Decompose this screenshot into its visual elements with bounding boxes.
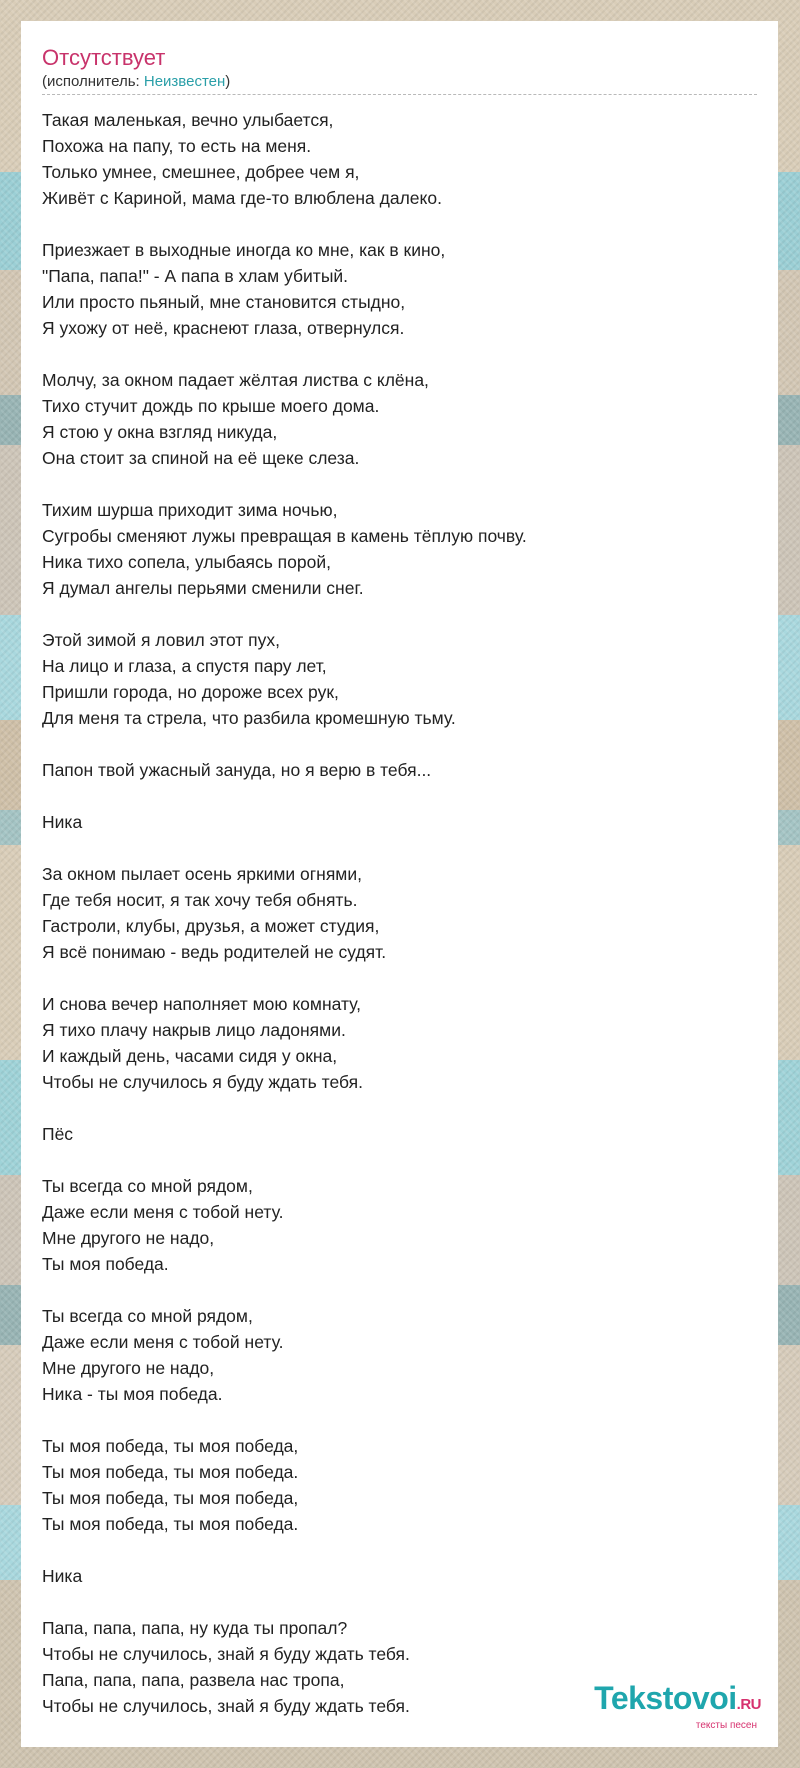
stanza-break — [42, 731, 757, 757]
stanza-break — [42, 341, 757, 367]
stanza-break — [42, 1277, 757, 1303]
lyric-line: Я думал ангелы перьями сменили снег. — [42, 578, 364, 598]
artist-link[interactable]: Неизвестен — [143, 73, 226, 90]
lyric-line: Ты моя победа, ты моя победа, — [42, 1488, 299, 1508]
lyric-line: Мне другого не надо, — [42, 1358, 215, 1378]
stanza-break — [42, 471, 757, 497]
lyric-line: Ты моя победа. — [42, 1254, 169, 1274]
lyric-line: Ника - ты моя победа. — [42, 1384, 223, 1404]
site-logo[interactable] — [594, 1682, 761, 1731]
stanza-break — [42, 965, 757, 991]
lyric-line: Я стою у окна взгляд никуда, — [42, 422, 278, 442]
lyric-line: Ника — [42, 1566, 83, 1586]
song-title: Отсутствует — [42, 45, 166, 70]
lyric-line: Она стоит за спиной на её щеке слеза. — [42, 448, 360, 468]
lyric-line: Гастроли, клубы, друзья, а может студия, — [42, 916, 380, 936]
lyric-line: Живёт с Кариной, мама где-то влюблена далеко. — [42, 188, 442, 208]
stanza-break — [42, 1407, 757, 1433]
lyric-line: Пришли города, но дороже всех рук, — [42, 682, 339, 702]
lyric-line: Даже если меня с тобой нету. — [42, 1332, 284, 1352]
lyric-line: Я ухожу от неё, краснеют глаза, отвернулся. — [42, 318, 405, 338]
stanza-break — [42, 1147, 757, 1173]
lyrics-card — [21, 21, 778, 1747]
lyric-line: Где тебя носит, я так хочу тебя обнять. — [42, 890, 358, 910]
lyric-line: Такая маленькая, вечно улыбается, — [42, 110, 334, 130]
stanza-break — [42, 1537, 757, 1563]
logo-tagline: тексты песен — [695, 1720, 757, 1731]
lyric-line: Я всё понимаю - ведь родителей не судят. — [42, 942, 387, 962]
lyric-line: Похожа на папу, то есть на меня. — [42, 136, 312, 156]
lyric-line: Пёс — [42, 1124, 74, 1144]
lyric-line: Ника — [42, 812, 83, 832]
lyric-line: Ты всегда со мной рядом, — [42, 1176, 253, 1196]
stanza-break — [42, 601, 757, 627]
stanza-break — [42, 783, 757, 809]
lyric-line: Ты всегда со мной рядом, — [42, 1306, 253, 1326]
lyric-line: Чтобы не случилось я буду ждать тебя. — [42, 1072, 363, 1092]
lyric-line: Или просто пьяный, мне становится стыдно, — [42, 292, 406, 312]
lyric-line: И снова вечер наполняет мою комнату, — [42, 994, 362, 1014]
lyric-line: "Папа, папа!" - А папа в хлам убитый. — [42, 266, 349, 286]
lyric-line: Папа, папа, папа, развела нас тропа, — [42, 1670, 345, 1690]
stanza-break — [42, 1095, 757, 1121]
logo-tld: .RU — [736, 1696, 761, 1713]
lyric-line: Тихим шурша приходит зима ночью, — [42, 500, 338, 520]
lyric-line: Сугробы сменяют лужы превращая в камень тёплую почву. — [42, 526, 527, 546]
lyric-line: Мне другого не надо, — [42, 1228, 215, 1248]
logo-name: Tekstovoi — [594, 1680, 737, 1716]
lyric-line: Для меня та стрела, что разбила кромешную тьму. — [42, 708, 456, 728]
artist-prefix: (исполнитель: — [42, 73, 144, 90]
artist-suffix: ) — [225, 73, 231, 90]
lyric-line: Чтобы не случилось, знай я буду ждать тебя. — [42, 1696, 410, 1716]
lyrics-text — [42, 107, 757, 1719]
lyric-line: Этой зимой я ловил этот пух, — [42, 630, 281, 650]
stanza-break — [42, 211, 757, 237]
lyric-line: И каждый день, часами сидя у окна, — [42, 1046, 338, 1066]
lyric-line: Приезжает в выходные иногда ко мне, как в кино, — [42, 240, 446, 260]
lyric-line: Папон твой ужасный зануда, но я верю в тебя... — [42, 760, 432, 780]
artist-line — [42, 73, 757, 95]
lyric-line: Ты моя победа, ты моя победа, — [42, 1436, 299, 1456]
lyric-line: Даже если меня с тобой нету. — [42, 1202, 284, 1222]
stanza-break — [42, 835, 757, 861]
lyric-line: Ты моя победа, ты моя победа. — [42, 1462, 299, 1482]
lyric-line: Я тихо плачу накрыв лицо ладонями. — [42, 1020, 346, 1040]
lyric-line: Ника тихо сопела, улыбаясь порой, — [42, 552, 331, 572]
lyric-line: Только умнее, смешнее, добрее чем я, — [42, 162, 360, 182]
lyric-line: Тихо стучит дождь по крыше моего дома. — [42, 396, 380, 416]
lyric-line: Папа, папа, папа, ну куда ты пропал? — [42, 1618, 348, 1638]
lyric-line: На лицо и глаза, а спустя пару лет, — [42, 656, 327, 676]
lyric-line: За окном пылает осень яркими огнями, — [42, 864, 362, 884]
lyric-line: Чтобы не случилось, знай я буду ждать тебя. — [42, 1644, 410, 1664]
stanza-break — [42, 1589, 757, 1615]
lyric-line: Молчу, за окном падает жёлтая листва с клёна, — [42, 370, 429, 390]
lyric-line: Ты моя победа, ты моя победа. — [42, 1514, 299, 1534]
